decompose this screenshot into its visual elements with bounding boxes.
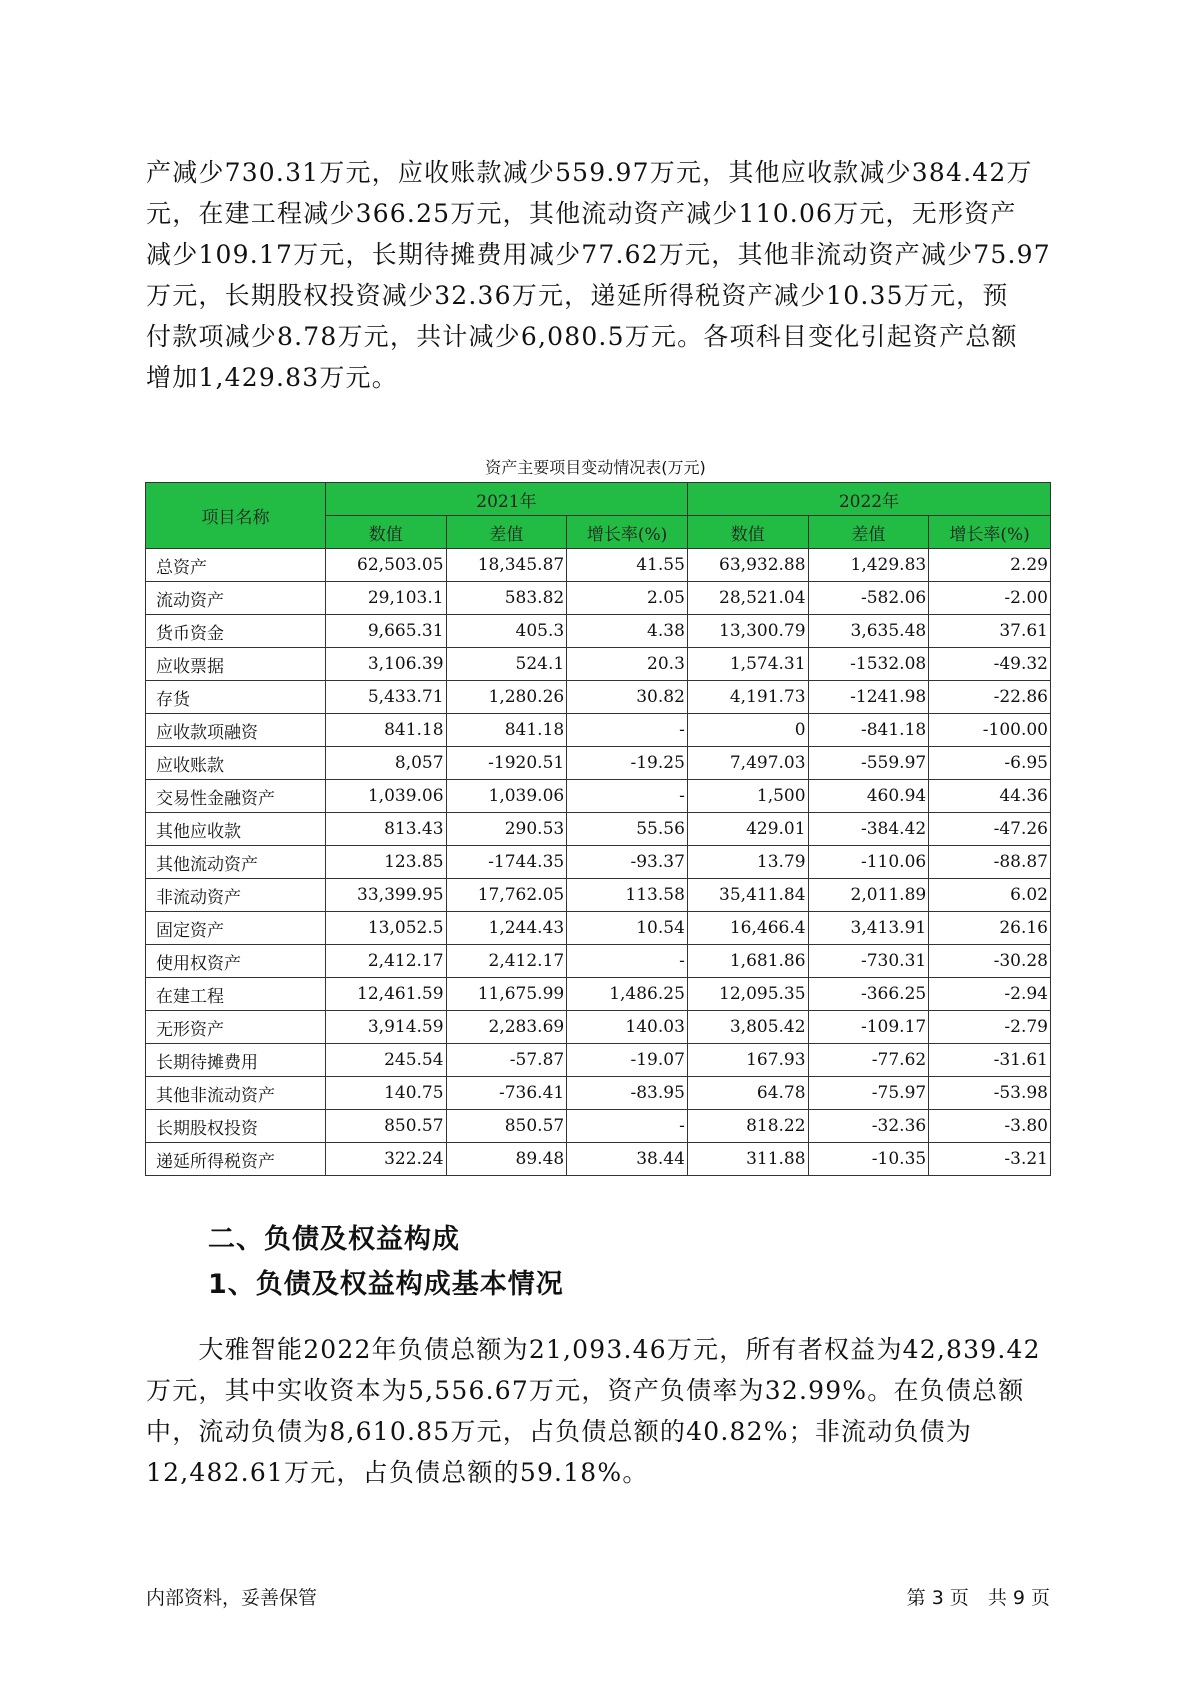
- table-cell: -1744.35: [446, 846, 567, 879]
- table-body: [146, 549, 1051, 1176]
- table-cell: 12,095.35: [687, 978, 808, 1011]
- table-cell: 62,503.05: [325, 549, 446, 582]
- footer-page-number: 第 3 页 共 9 页: [906, 1587, 1050, 1609]
- table-row: [146, 1110, 1051, 1143]
- table-cell: -31.61: [929, 1044, 1051, 1077]
- table-cell: 1,039.06: [325, 780, 446, 813]
- footer-confidential-note: 内部资料，妥善保管: [146, 1587, 318, 1609]
- table-cell: -47.26: [929, 813, 1051, 846]
- row-item-name: 应收票据: [146, 648, 326, 681]
- table-cell: 2,011.89: [808, 879, 929, 912]
- table-cell: 813.43: [325, 813, 446, 846]
- table-cell: -3.80: [929, 1110, 1051, 1143]
- table-cell: -22.86: [929, 681, 1051, 714]
- table-cell: -53.98: [929, 1077, 1051, 1110]
- table-cell: 33,399.95: [325, 879, 446, 912]
- subheader-2022-value: 数值: [687, 516, 808, 549]
- row-item-name: 应收账款: [146, 747, 326, 780]
- row-item-name: 交易性金融资产: [146, 780, 326, 813]
- paragraph-line: 12,482.61万元，占负债总额的59.18%。: [146, 1458, 649, 1487]
- table-row: [146, 879, 1051, 912]
- table-row: [146, 1143, 1051, 1176]
- table-cell: 63,932.88: [687, 549, 808, 582]
- table-cell: 13,052.5: [325, 912, 446, 945]
- subheader-2022-diff: 差值: [808, 516, 929, 549]
- row-item-name: 使用权资产: [146, 945, 326, 978]
- table-cell: -1532.08: [808, 648, 929, 681]
- row-item-name: 存货: [146, 681, 326, 714]
- table-cell: -2.94: [929, 978, 1051, 1011]
- table-cell: 3,413.91: [808, 912, 929, 945]
- table-cell: -730.31: [808, 945, 929, 978]
- paragraph-asset-changes: [146, 152, 1050, 398]
- table-cell: 41.55: [567, 549, 688, 582]
- table-cell: 16,466.4: [687, 912, 808, 945]
- header-year-2022: 2022年: [687, 483, 1050, 516]
- table-cell: -19.25: [567, 747, 688, 780]
- table-row: [146, 1077, 1051, 1110]
- paragraph-line: 万元，长期股权投资减少32.36万元，递延所得税资产减少10.35万元，预: [146, 281, 1009, 310]
- table-cell: -: [567, 945, 688, 978]
- table-cell: 245.54: [325, 1044, 446, 1077]
- table-cell: 6.02: [929, 879, 1051, 912]
- table-row: [146, 978, 1051, 1011]
- table-cell: 311.88: [687, 1143, 808, 1176]
- header-year-2021: 2021年: [325, 483, 687, 516]
- table-cell: 20.3: [567, 648, 688, 681]
- paragraph-line: 万元，其中实收资本为5,556.67万元，资产负债率为32.99%。在负债总额: [146, 1376, 1025, 1405]
- table-row: [146, 846, 1051, 879]
- paragraph-line: 付款项减少8.78万元，共计减少6,080.5万元。各项科目变化引起资产总额: [146, 322, 1018, 351]
- table-cell: -30.28: [929, 945, 1051, 978]
- table-cell: 89.48: [446, 1143, 567, 1176]
- table-cell: -1241.98: [808, 681, 929, 714]
- table-cell: 167.93: [687, 1044, 808, 1077]
- table-cell: 322.24: [325, 1143, 446, 1176]
- table-cell: 44.36: [929, 780, 1051, 813]
- row-item-name: 其他非流动资产: [146, 1077, 326, 1110]
- subsection-heading: 1、负债及权益构成基本情况: [208, 1269, 564, 1300]
- row-item-name: 在建工程: [146, 978, 326, 1011]
- table-cell: 2,283.69: [446, 1011, 567, 1044]
- table-cell: -6.95: [929, 747, 1051, 780]
- paragraph-line: 减少109.17万元，长期待摊费用减少77.62万元，其他非流动资产减少75.97: [146, 240, 1051, 269]
- table-cell: -2.00: [929, 582, 1051, 615]
- table-cell: -57.87: [446, 1044, 567, 1077]
- table-cell: -3.21: [929, 1143, 1051, 1176]
- table-cell: 123.85: [325, 846, 446, 879]
- table-cell: 1,681.86: [687, 945, 808, 978]
- row-item-name: 递延所得税资产: [146, 1143, 326, 1176]
- table-cell: 11,675.99: [446, 978, 567, 1011]
- table-cell: 524.1: [446, 648, 567, 681]
- section-heading: 二、负债及权益构成: [208, 1224, 460, 1255]
- table-cell: 5,433.71: [325, 681, 446, 714]
- subheader-2021-diff: 差值: [446, 516, 567, 549]
- row-item-name: 流动资产: [146, 582, 326, 615]
- asset-change-table: [145, 482, 1051, 1176]
- table-cell: 3,805.42: [687, 1011, 808, 1044]
- table-cell: 29,103.1: [325, 582, 446, 615]
- table-cell: 1,244.43: [446, 912, 567, 945]
- table-cell: 13,300.79: [687, 615, 808, 648]
- table-cell: 7,497.03: [687, 747, 808, 780]
- table-cell: 850.57: [446, 1110, 567, 1143]
- table-cell: 1,574.31: [687, 648, 808, 681]
- paragraph-line: 元，在建工程减少366.25万元，其他流动资产减少110.06万元，无形资产: [146, 199, 1017, 228]
- table-cell: 55.56: [567, 813, 688, 846]
- table-cell: 26.16: [929, 912, 1051, 945]
- paragraph-line: 产减少730.31万元，应收账款减少559.97万元，其他应收款减少384.42万: [146, 158, 1033, 187]
- table-cell: 4,191.73: [687, 681, 808, 714]
- table-cell: -49.32: [929, 648, 1051, 681]
- table-cell: -19.07: [567, 1044, 688, 1077]
- paragraph-line: 中，流动负债为8,610.85万元，占负债总额的40.82%；非流动负债为: [146, 1417, 973, 1446]
- table-cell: -93.37: [567, 846, 688, 879]
- table-cell: 28,521.04: [687, 582, 808, 615]
- table-cell: -582.06: [808, 582, 929, 615]
- table-cell: -88.87: [929, 846, 1051, 879]
- table-cell: -110.06: [808, 846, 929, 879]
- table-cell: 1,500: [687, 780, 808, 813]
- table-cell: 12,461.59: [325, 978, 446, 1011]
- row-item-name: 其他应收款: [146, 813, 326, 846]
- table-cell: 841.18: [325, 714, 446, 747]
- table-cell: 140.75: [325, 1077, 446, 1110]
- table-cell: -1920.51: [446, 747, 567, 780]
- table-cell: 8,057: [325, 747, 446, 780]
- table-cell: 1,486.25: [567, 978, 688, 1011]
- table-cell: 460.94: [808, 780, 929, 813]
- table-cell: 10.54: [567, 912, 688, 945]
- table-cell: 17,762.05: [446, 879, 567, 912]
- row-item-name: 货币资金: [146, 615, 326, 648]
- table-cell: -: [567, 1110, 688, 1143]
- table-cell: -83.95: [567, 1077, 688, 1110]
- table-cell: -100.00: [929, 714, 1051, 747]
- table-cell: 18,345.87: [446, 549, 567, 582]
- table-cell: -109.17: [808, 1011, 929, 1044]
- table-cell: 3,106.39: [325, 648, 446, 681]
- table-caption: 资产主要项目变动情况表(万元): [485, 458, 706, 477]
- subheader-2021-value: 数值: [325, 516, 446, 549]
- paragraph-liabilities: [146, 1329, 1050, 1493]
- table-cell: 3,914.59: [325, 1011, 446, 1044]
- row-item-name: 固定资产: [146, 912, 326, 945]
- table-cell: 2,412.17: [446, 945, 567, 978]
- table-row: [146, 813, 1051, 846]
- table-cell: 1,039.06: [446, 780, 567, 813]
- header-item-name: 项目名称: [146, 483, 326, 549]
- table-cell: -2.79: [929, 1011, 1051, 1044]
- table-cell: -32.36: [808, 1110, 929, 1143]
- table-cell: -10.35: [808, 1143, 929, 1176]
- row-item-name: 无形资产: [146, 1011, 326, 1044]
- table-row: [146, 912, 1051, 945]
- row-item-name: 非流动资产: [146, 879, 326, 912]
- table-row: [146, 681, 1051, 714]
- table-row: [146, 945, 1051, 978]
- table-cell: 13.79: [687, 846, 808, 879]
- table-cell: 290.53: [446, 813, 567, 846]
- table-row: [146, 1011, 1051, 1044]
- table-cell: -75.97: [808, 1077, 929, 1110]
- table-cell: 818.22: [687, 1110, 808, 1143]
- table-cell: 140.03: [567, 1011, 688, 1044]
- table-row: [146, 582, 1051, 615]
- table-cell: 2.29: [929, 549, 1051, 582]
- row-item-name: 长期股权投资: [146, 1110, 326, 1143]
- table-cell: 1,429.83: [808, 549, 929, 582]
- table-cell: 30.82: [567, 681, 688, 714]
- table-row: [146, 549, 1051, 582]
- table-row: [146, 1044, 1051, 1077]
- paragraph-line: 增加1,429.83万元。: [146, 363, 398, 392]
- table-cell: 38.44: [567, 1143, 688, 1176]
- row-item-name: 其他流动资产: [146, 846, 326, 879]
- row-item-name: 长期待摊费用: [146, 1044, 326, 1077]
- row-item-name: 总资产: [146, 549, 326, 582]
- table-cell: -77.62: [808, 1044, 929, 1077]
- table-cell: 35,411.84: [687, 879, 808, 912]
- table-cell: 64.78: [687, 1077, 808, 1110]
- table-row: [146, 648, 1051, 681]
- table-cell: -366.25: [808, 978, 929, 1011]
- paragraph-line: 大雅智能2022年负债总额为21,093.46万元，所有者权益为42,839.42: [146, 1335, 1041, 1364]
- table-cell: 841.18: [446, 714, 567, 747]
- table-cell: 113.58: [567, 879, 688, 912]
- table-cell: 1,280.26: [446, 681, 567, 714]
- table-cell: -559.97: [808, 747, 929, 780]
- row-item-name: 应收款项融资: [146, 714, 326, 747]
- subheader-2022-growth: 增长率(%): [929, 516, 1051, 549]
- table-cell: 2.05: [567, 582, 688, 615]
- table-cell: 405.3: [446, 615, 567, 648]
- table-cell: -: [567, 714, 688, 747]
- table-cell: 9,665.31: [325, 615, 446, 648]
- table-cell: -736.41: [446, 1077, 567, 1110]
- table-cell: 4.38: [567, 615, 688, 648]
- table-row: [146, 747, 1051, 780]
- table-cell: -: [567, 780, 688, 813]
- table-cell: 3,635.48: [808, 615, 929, 648]
- table-cell: 2,412.17: [325, 945, 446, 978]
- table-row: [146, 714, 1051, 747]
- table-cell: 429.01: [687, 813, 808, 846]
- table-cell: 0: [687, 714, 808, 747]
- table-row: [146, 780, 1051, 813]
- table-cell: 850.57: [325, 1110, 446, 1143]
- table-cell: -841.18: [808, 714, 929, 747]
- table-row: [146, 615, 1051, 648]
- subheader-2021-growth: 增长率(%): [567, 516, 688, 549]
- table-cell: 583.82: [446, 582, 567, 615]
- table-cell: -384.42: [808, 813, 929, 846]
- table-cell: 37.61: [929, 615, 1051, 648]
